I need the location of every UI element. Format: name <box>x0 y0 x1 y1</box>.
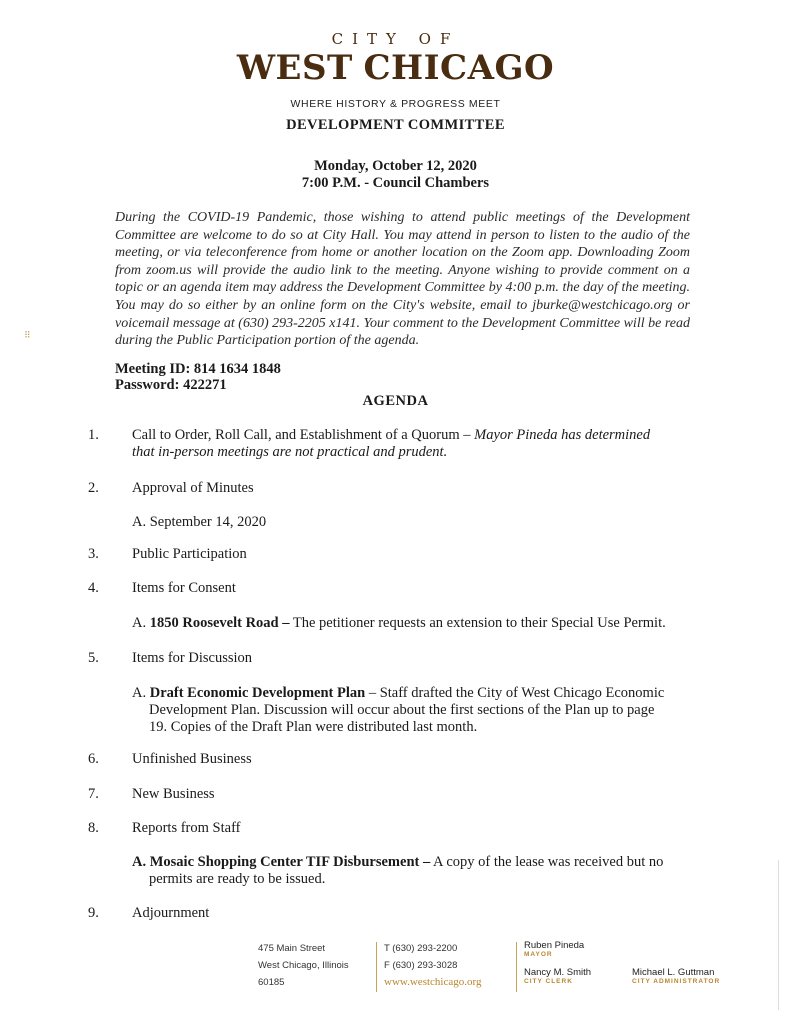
admin-title: CITY ADMINISTRATOR <box>632 978 721 985</box>
footer-website[interactable]: www.westchicago.org <box>384 976 482 988</box>
footer-address <box>258 940 363 991</box>
logo-city-name <box>0 48 791 88</box>
subitem-label: A. <box>132 615 150 631</box>
agenda-item-adjournment: Adjournment <box>132 905 210 921</box>
subitem-title: Draft Economic Development Plan <box>149 685 366 701</box>
logo-city-of: CITY OF <box>331 30 460 48</box>
agenda-item-text: Call to Order, Roll Call, and Establishment of a Quorum – <box>132 427 475 443</box>
agenda-item-note-cont: that in-person meetings are not practical and prudent. <box>132 444 448 460</box>
mayor-name: Ruben Pineda <box>524 940 585 951</box>
margin-dot-icon: ⠿ <box>24 330 31 340</box>
meeting-id: Meeting ID: 814 1634 1848 <box>115 361 281 377</box>
agenda-item-number: 2. <box>88 480 99 496</box>
meeting-date: Monday, October 12, 2020 <box>314 158 477 174</box>
agenda-item-public-participation: Public Participation <box>132 546 247 562</box>
footer-fax: F (630) 293-3028 <box>384 960 458 971</box>
agenda-item-number: 3. <box>88 546 99 562</box>
agenda-item-number: 9. <box>88 905 99 921</box>
agenda-item-approval-of-minutes: Approval of Minutes <box>132 480 254 496</box>
footer-phone: T (630) 293-2200 <box>384 943 458 954</box>
letterhead-footer <box>258 940 728 1000</box>
logo-second-word: CHICAGO <box>363 48 555 88</box>
agenda-subitem: A. September 14, 2020 <box>132 514 267 530</box>
subitem-title: 1850 Roosevelt Road – <box>149 615 290 631</box>
clerk-name: Nancy M. Smith <box>524 967 592 978</box>
subitem-desc-line1: – Staff drafted the City of West Chicago Economic <box>365 685 665 701</box>
mayor-title: MAYOR <box>524 951 553 958</box>
agenda-item-number: 4. <box>88 580 99 596</box>
footer-administrator <box>632 967 732 986</box>
agenda-item-new-business: New Business <box>132 786 215 802</box>
subitem-desc-line3: 19. Copies of the Draft Plan were distributed last month. <box>149 719 478 735</box>
agenda-item-number: 8. <box>88 820 99 836</box>
agenda-item-discussion: Items for Discussion <box>132 650 253 666</box>
agenda-item-number: 5. <box>88 650 99 666</box>
page-edge-line <box>778 860 779 1010</box>
agenda-subitem-mosaic <box>132 854 692 888</box>
subitem-label: A. <box>132 685 150 701</box>
agenda-item-number: 6. <box>88 751 99 767</box>
logo-first-word: WEST <box>236 48 353 88</box>
address-city: West Chicago, Illinois <box>258 960 349 971</box>
subitem-title: A. Mosaic Shopping Center TIF Disbursement – <box>132 854 431 870</box>
meeting-password: Password: 422271 <box>115 377 227 393</box>
meeting-time-place: 7:00 P.M. - Council Chambers <box>301 175 490 191</box>
agenda-subitem-roosevelt <box>132 615 692 632</box>
subitem-desc-line1: A copy of the lease was received but no <box>430 854 664 870</box>
agenda-item-unfinished-business: Unfinished Business <box>132 751 252 767</box>
agenda-item-consent: Items for Consent <box>132 580 236 596</box>
footer-officials <box>524 940 624 986</box>
agenda-item-number: 1. <box>88 427 99 443</box>
clerk-title: CITY CLERK <box>524 978 573 985</box>
agenda-subitem-economic-plan <box>132 685 692 736</box>
agenda-item-number: 7. <box>88 786 99 802</box>
agenda-item-note: Mayor Pineda has determined <box>474 427 651 443</box>
subitem-desc-line2: Development Plan. Discussion will occur about the first sections of the Plan up to page <box>149 702 655 718</box>
address-zip: 60185 <box>258 977 285 988</box>
agenda-item-call-to-order <box>132 427 692 461</box>
committee-title: DEVELOPMENT COMMITTEE <box>286 117 505 133</box>
tagline: WHERE HISTORY & PROGRESS MEET <box>290 98 501 110</box>
footer-contact <box>384 940 514 991</box>
agenda-heading: AGENDA <box>362 393 429 409</box>
covid-notice: During the COVID-19 Pandemic, those wishing to attend public meetings of the Development Committee are welcome to do so at City Hall. You may attend in person to listen to the audio of the meeting, or via teleconference from home or another location on the Zoom app. Downloading Zoom from zoom.us will provide the audio link to the meeting. Anyone wishing to provide comment on a topic or an agenda item may address the Development Committee by 4:00 p.m. the day of the meeting. You may do so either by an online form on the City's website, email to jburke@westchicago.org or voicemail message at (630) 293-2205 x141. Your comment to the Development Committee will be read during the Public Participation portion of the agenda. <box>115 210 690 349</box>
address-street: 475 Main Street <box>258 943 326 954</box>
subitem-desc: The petitioner requests an extension to their Special Use Permit. <box>289 615 666 631</box>
agenda-item-reports-from-staff: Reports from Staff <box>132 820 241 836</box>
subitem-desc-line2: permits are ready to be issued. <box>149 871 326 887</box>
footer-divider <box>516 942 517 992</box>
admin-name: Michael L. Guttman <box>632 967 715 978</box>
footer-divider <box>376 942 377 992</box>
